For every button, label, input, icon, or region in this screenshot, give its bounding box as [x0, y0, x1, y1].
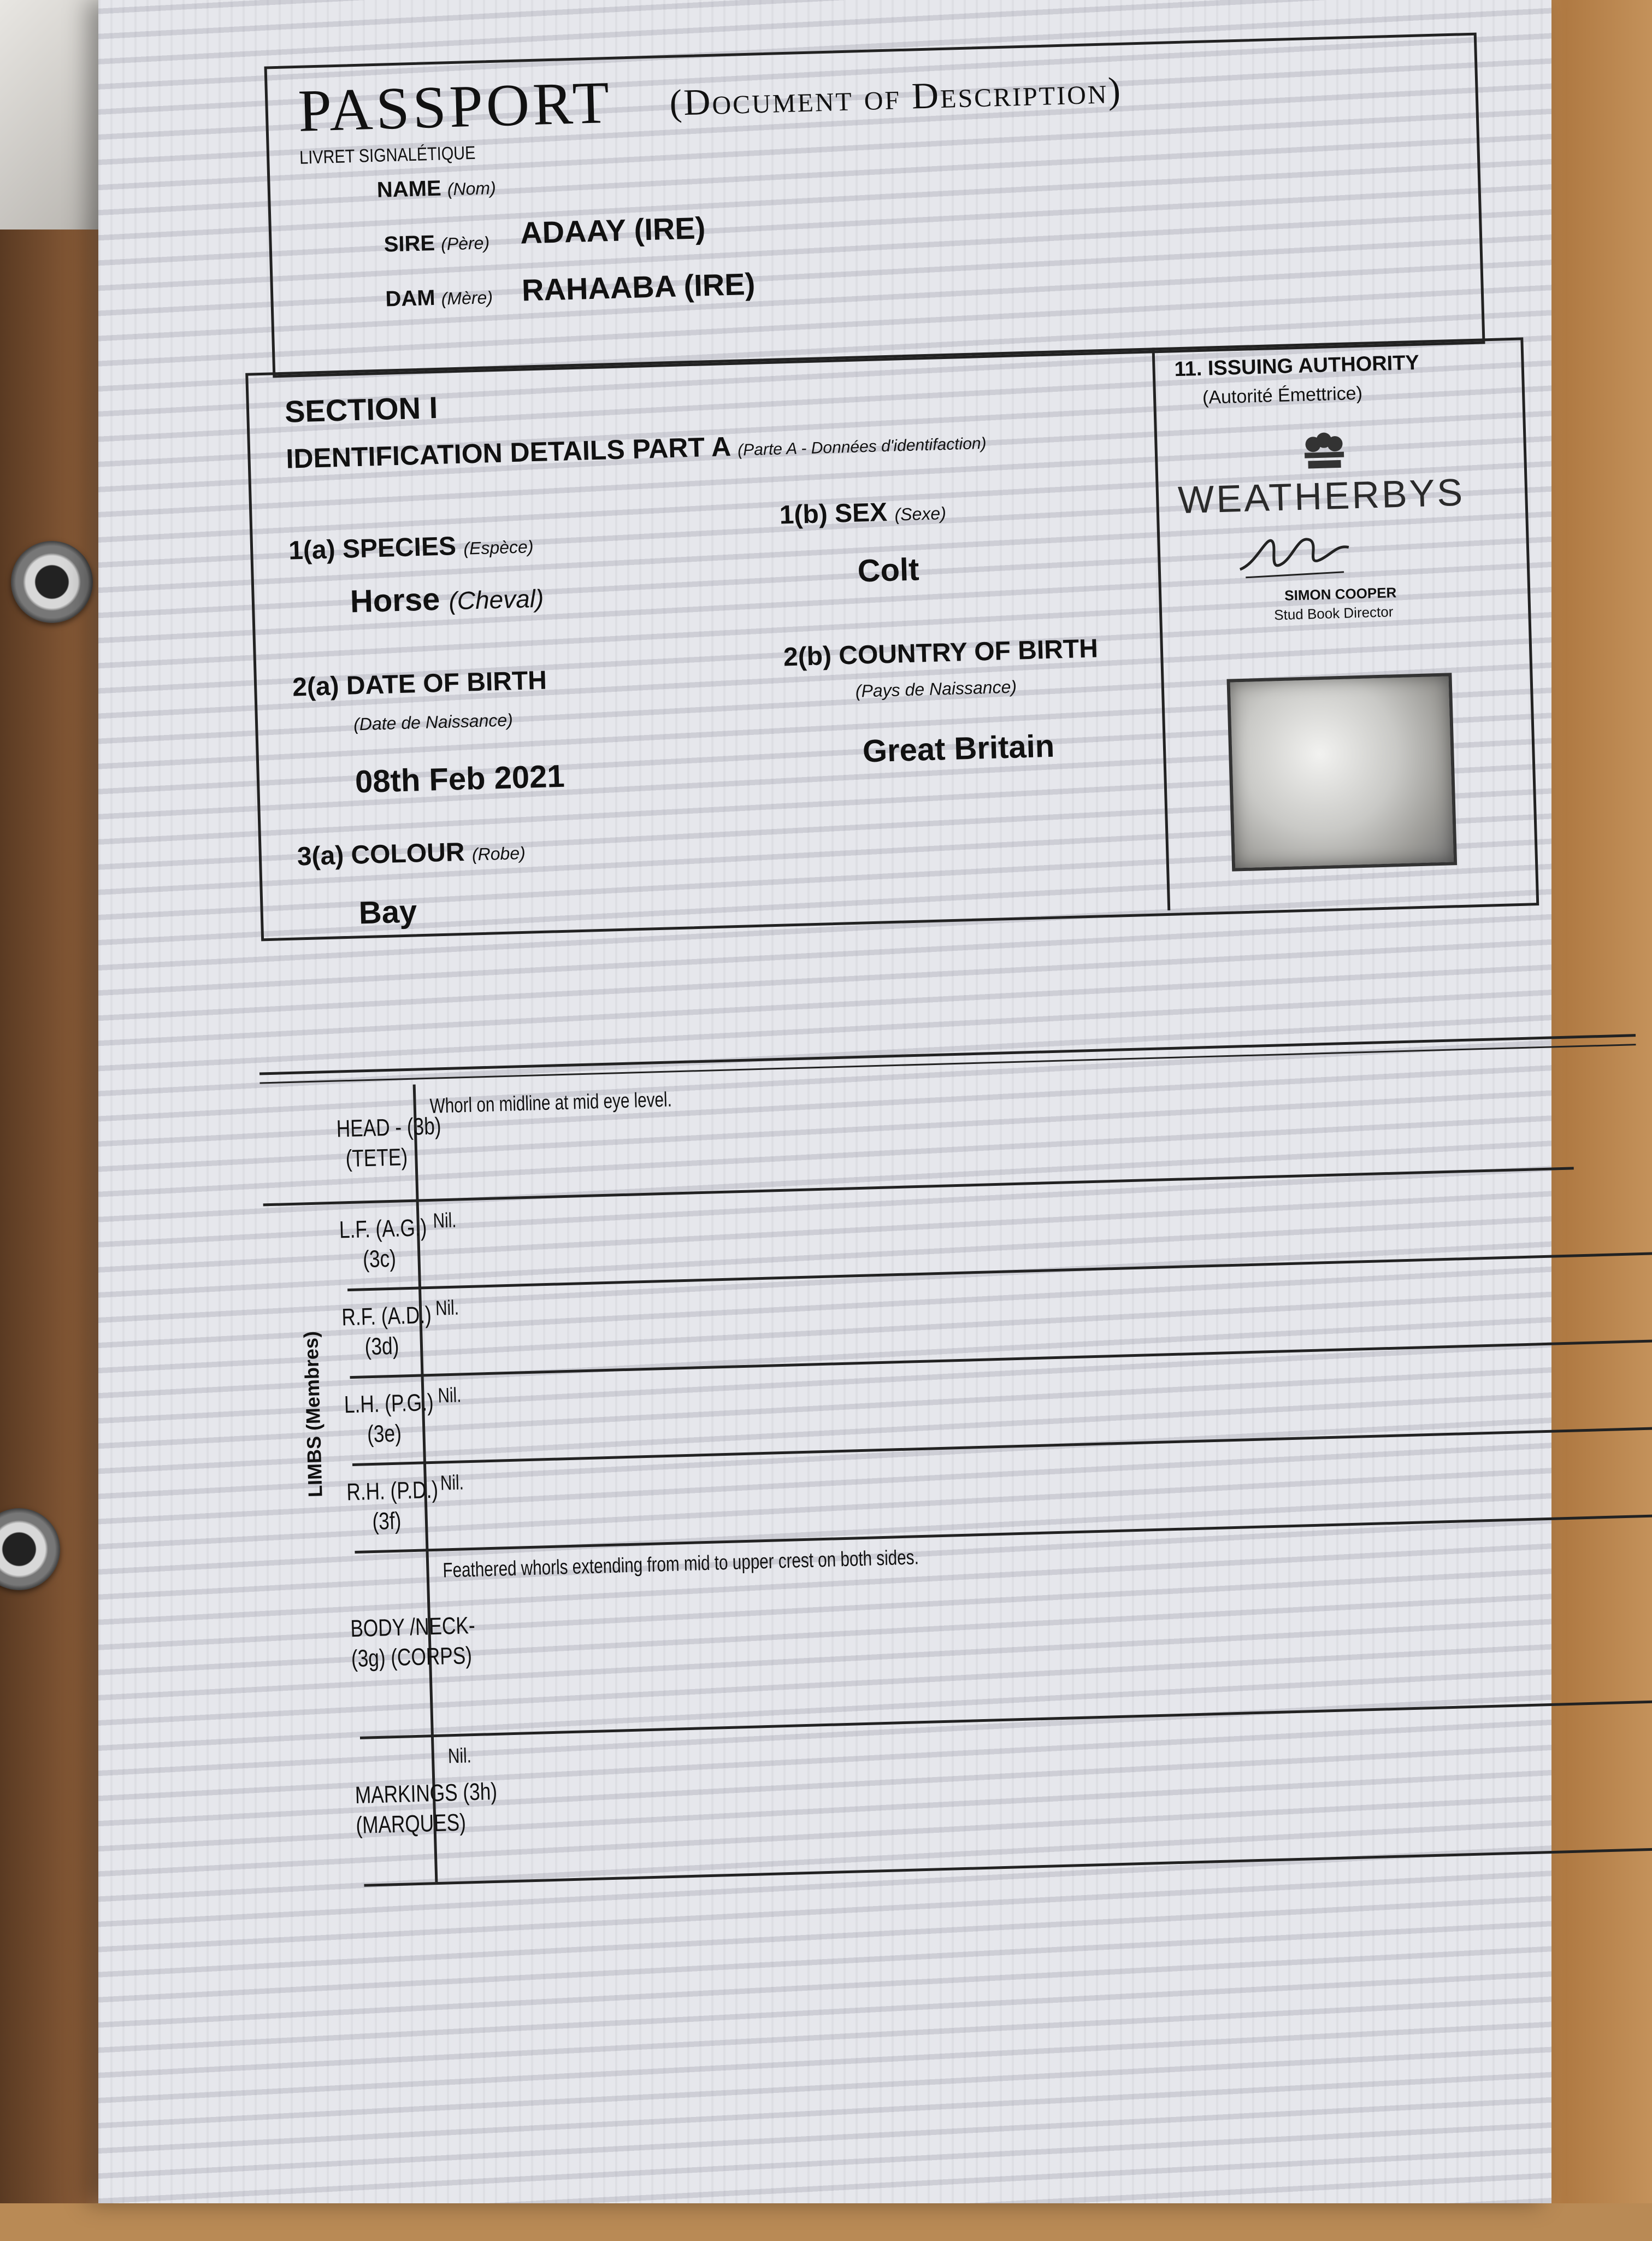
colour-value: Bay: [358, 893, 418, 931]
signatory-role: Stud Book Director: [1273, 603, 1394, 624]
marking-label: BODY /NECK- (3g) (CORPS): [350, 1611, 476, 1673]
marking-value: Nil.: [433, 1209, 457, 1233]
sex-label: 1(b) SEX (Sexe): [779, 498, 947, 530]
section-title: SECTION I: [284, 390, 438, 429]
signatory-name: SIMON COOPER: [1284, 584, 1397, 604]
marking-value: Feathered whorls extending from mid to upper crest on both sides.: [442, 1546, 919, 1583]
dam-value: RAHAABA (IRE): [521, 266, 756, 308]
dam-label-fr: (Mère): [441, 287, 493, 309]
divider-rule-2: [259, 1044, 1636, 1084]
marking-label: L.F. (A.G.) (3c): [339, 1214, 428, 1273]
dob-value: 08th Feb 2021: [355, 758, 565, 800]
marking-value: Nil.: [440, 1471, 464, 1495]
section-subtitle-fr: (Parte A - Données d'identifaction): [737, 434, 987, 460]
sire-label: SIRE (Père): [384, 231, 490, 257]
binder-ring-top: [11, 541, 93, 623]
cob-value: Great Britain: [862, 728, 1055, 769]
authority-logo-text: WEATHERBYS: [1177, 470, 1466, 522]
colour-label-fr: (Robe): [471, 843, 526, 864]
marking-value: Nil.: [437, 1384, 462, 1408]
authority-label: 11. ISSUING AUTHORITY: [1174, 351, 1420, 381]
page-subtitle-fr: LIVRET SIGNALÉTIQUE: [299, 142, 476, 168]
sire-value: ADAAY (IRE): [520, 210, 706, 250]
document-content: [94, 0, 1608, 2241]
marking-label: R.H. (P.D.) (3f): [346, 1476, 439, 1536]
cob-label-fr: (Pays de Naissance): [855, 677, 1017, 701]
marking-value: Nil.: [447, 1744, 472, 1768]
marking-row-rule: [263, 1167, 1574, 1206]
marking-value: Nil.: [435, 1296, 459, 1320]
species-value: Horse (Cheval): [350, 581, 544, 620]
dam-label: DAM (Mère): [385, 286, 493, 311]
sex-value: Colt: [857, 551, 920, 589]
species-value-fr: (Cheval): [448, 584, 544, 615]
divider-rule: [259, 1034, 1636, 1075]
marking-label: MARKINGS (3h) (MARQUES): [355, 1778, 498, 1839]
marking-row-rule: [350, 1339, 1652, 1379]
marking-row-rule: [352, 1427, 1652, 1466]
passport-page: [98, 0, 1551, 2203]
name-label-fr: (Nom): [447, 178, 497, 199]
marking-row-rule: [355, 1514, 1652, 1554]
section-subtitle: IDENTIFICATION DETAILS PART A (Parte A - Données d'identifaction): [285, 431, 987, 474]
authority-label-fr: (Autorité Émettrice): [1202, 383, 1363, 408]
dob-label-fr: (Date de Naissance): [353, 710, 514, 734]
name-label: NAME (Nom): [376, 176, 497, 202]
marking-label: L.H. (P.G.) (3e): [344, 1389, 434, 1448]
page-title: PASSPORT: [297, 68, 613, 144]
signature-icon: [1234, 522, 1355, 586]
sire-label-fr: (Père): [440, 233, 490, 254]
marking-row-rule: [347, 1252, 1652, 1291]
page-subtitle: (Document of Description): [669, 69, 1123, 123]
marking-row-rule: [364, 1848, 1652, 1887]
sex-label-fr: (Sexe): [894, 503, 947, 525]
dob-label: 2(a) DATE OF BIRTH: [292, 666, 547, 702]
hologram-seal: [1227, 673, 1458, 871]
species-label: 1(a) SPECIES (Espèce): [288, 532, 534, 566]
limbs-label: LIMBS (Membres): [299, 1331, 327, 1498]
marking-row-rule: [360, 1700, 1652, 1739]
marking-value: Whorl on midline at mid eye level.: [429, 1088, 672, 1118]
species-label-fr: (Espèce): [463, 537, 534, 558]
cob-label: 2(b) COUNTRY OF BIRTH: [783, 634, 1099, 672]
weatherbys-crest-icon: [1296, 430, 1352, 475]
marking-label: HEAD - (3b) (TETE): [336, 1113, 442, 1173]
colour-label: 3(a) COLOUR (Robe): [297, 837, 526, 872]
marking-label: R.F. (A.D.) (3d): [341, 1301, 432, 1361]
